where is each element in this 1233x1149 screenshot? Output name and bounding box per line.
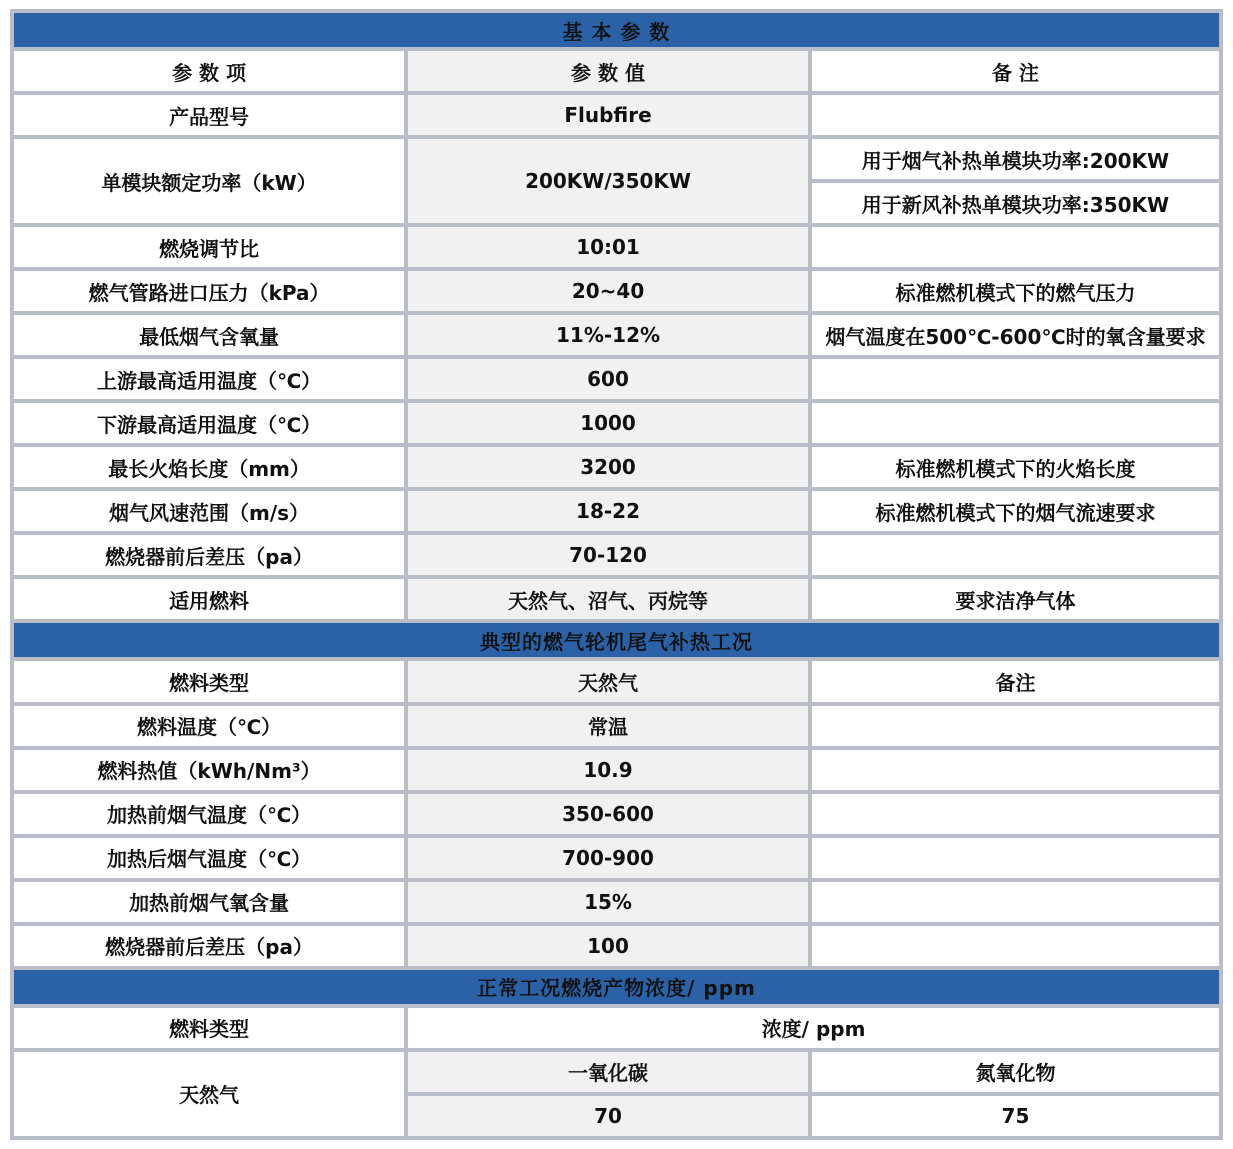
param-cell: 适用燃料 [12,577,406,621]
spec-table [10,9,1223,1140]
note-cell: 烟气温度在500℃-600℃时的氧含量要求 [810,313,1221,357]
note-cell [810,792,1221,836]
value-cell: 11%-12% [406,313,810,357]
note-cell: 标准燃机模式下的燃气压力 [810,269,1221,313]
nox-label-cell: 氮氧化物 [810,1050,1221,1094]
note-cell [810,533,1221,577]
value-cell: 天然气 [406,659,810,703]
param-cell: 产品型号 [12,93,406,137]
concentration-header-cell: 浓度/ ppm [406,1006,1221,1050]
note-cell: 要求洁净气体 [810,577,1221,621]
table-row [12,880,1221,924]
table-row [12,313,1221,357]
table-row [12,924,1221,968]
param-cell: 加热前烟气温度（℃） [12,792,406,836]
value-cell: 15% [406,880,810,924]
table-row [12,748,1221,792]
note-cell [810,924,1221,968]
table-row [12,659,1221,703]
param-cell: 燃料类型 [12,659,406,703]
note-cell: 用于烟气补热单模块功率:200KW [810,137,1221,181]
note-cell [810,836,1221,880]
column-header-param: 参 数 项 [12,49,406,93]
table-row [12,137,1221,181]
table-row [12,489,1221,533]
value-cell: 20~40 [406,269,810,313]
note-cell [810,880,1221,924]
param-cell: 燃气管路进口压力（kPa） [12,269,406,313]
param-cell: 燃烧器前后差压（pa） [12,533,406,577]
value-cell: 常温 [406,704,810,748]
value-cell: 600 [406,357,810,401]
value-cell: 10:01 [406,225,810,269]
value-cell: 70-120 [406,533,810,577]
param-cell: 燃料热值（kWh/Nm³） [12,748,406,792]
table-row [12,225,1221,269]
note-cell: 用于新风补热单模块功率:350KW [810,181,1221,225]
fuel-name-cell: 天然气 [12,1050,406,1138]
note-cell: 标准燃机模式下的火焰长度 [810,445,1221,489]
table-row [12,269,1221,313]
column-header-value: 参 数 值 [406,49,810,93]
table-row [12,1006,1221,1050]
column-header-note: 备 注 [810,49,1221,93]
param-cell: 下游最高适用温度（℃） [12,401,406,445]
param-cell: 单模块额定功率（kW） [12,137,406,225]
value-cell: 200KW/350KW [406,137,810,225]
note-cell [810,704,1221,748]
note-cell [810,748,1221,792]
param-cell: 燃料类型 [12,1006,406,1050]
value-cell: 100 [406,924,810,968]
value-cell: 18-22 [406,489,810,533]
param-cell: 燃烧调节比 [12,225,406,269]
section-header-emissions: 正常工况燃烧产物浓度/ ppm [12,968,1221,1006]
section-header-basic: 基 本 参 数 [12,11,1221,49]
param-cell: 燃烧器前后差压（pa） [12,924,406,968]
param-cell: 最低烟气含氧量 [12,313,406,357]
param-cell: 烟气风速范围（m/s） [12,489,406,533]
note-cell [810,357,1221,401]
note-cell [810,225,1221,269]
param-cell: 上游最高适用温度（℃） [12,357,406,401]
table-row [12,357,1221,401]
co-label-cell: 一氧化碳 [406,1050,810,1094]
value-cell: 350-600 [406,792,810,836]
value-cell: 10.9 [406,748,810,792]
value-cell: 1000 [406,401,810,445]
note-cell: 标准燃机模式下的烟气流速要求 [810,489,1221,533]
nox-value-cell: 75 [810,1094,1221,1138]
note-cell [810,93,1221,137]
param-cell: 最长火焰长度（mm） [12,445,406,489]
table-row [12,445,1221,489]
param-cell: 加热前烟气氧含量 [12,880,406,924]
note-cell: 备注 [810,659,1221,703]
table-row [12,1050,1221,1094]
table-row [12,836,1221,880]
param-cell: 燃料温度（℃） [12,704,406,748]
param-cell: 加热后烟气温度（℃） [12,836,406,880]
table-row [12,577,1221,621]
table-row [12,704,1221,748]
value-cell: Flubfire [406,93,810,137]
table-row [12,401,1221,445]
table-row [12,792,1221,836]
section-header-turbine: 典型的燃气轮机尾气补热工况 [12,621,1221,659]
co-value-cell: 70 [406,1094,810,1138]
value-cell: 天然气、沼气、丙烷等 [406,577,810,621]
note-cell [810,401,1221,445]
value-cell: 3200 [406,445,810,489]
table-row [12,533,1221,577]
value-cell: 700-900 [406,836,810,880]
table-row [12,93,1221,137]
